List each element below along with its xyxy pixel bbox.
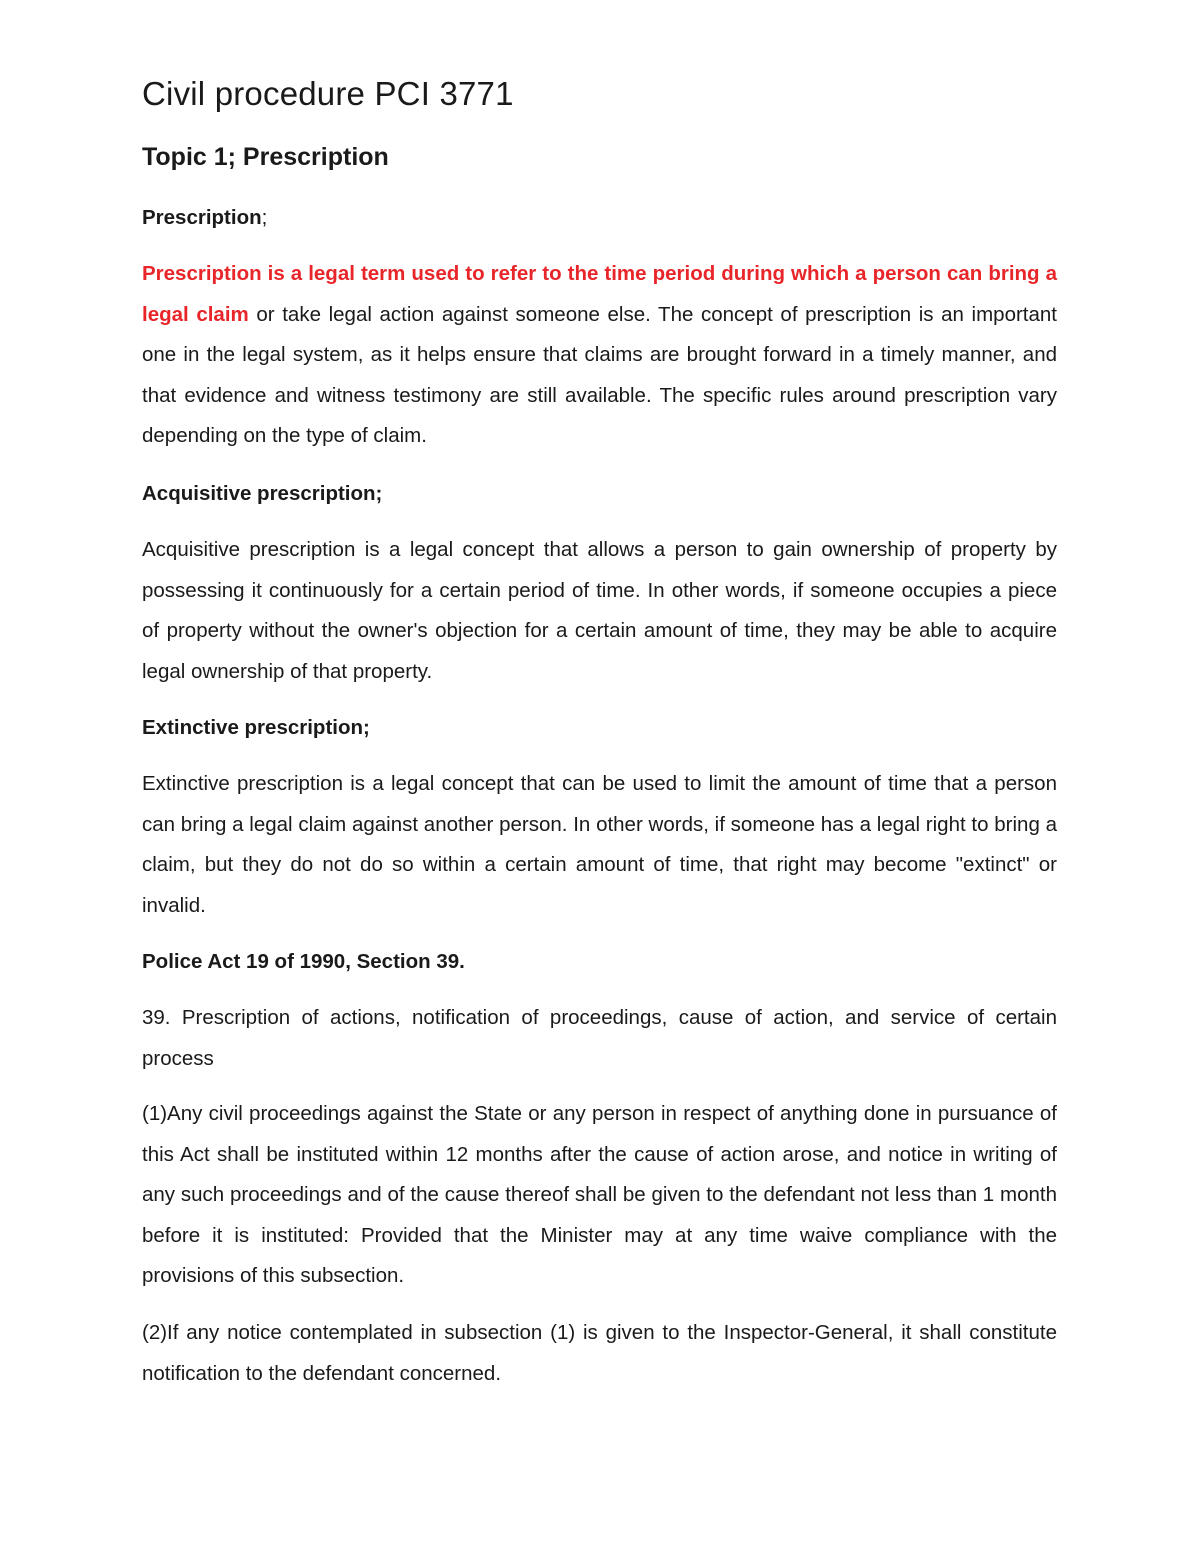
prescription-heading-suffix: ; (261, 206, 268, 229)
topic-heading: Topic 1; Prescription (142, 143, 389, 171)
extinctive-body: Extinctive prescription is a legal concept that can be used to limit the amount of time that a person can bring a legal claim against another person. In other words, if someone has a legal right to bring a claim, but they do not do so within a certain amount of time, that right may become "extinct" or invalid. (142, 772, 1057, 917)
subsection-1: (1)Any civil proceedings against the State or any person in respect of anything done in pursuance of this Act shall be instituted within 12 months after the cause of action arose, and notice in writing of any such proceedings and of the cause thereof shall be given to the defendant not less than 1 month before it is instituted: Provided that the Minister may at any time waive compliance with the provisions of this subsection. (142, 1102, 1057, 1287)
document-title: Civil procedure PCI 3771 (142, 75, 514, 112)
extinctive-heading: Extinctive prescription; (142, 716, 370, 739)
acquisitive-heading: Acquisitive prescription; (142, 482, 383, 505)
subsection-2: (2)If any notice contemplated in subsection (1) is given to the Inspector-General, it shall constitute notification to the defendant concerned. (142, 1321, 1057, 1385)
prescription-heading-text: Prescription (142, 206, 262, 229)
prescription-definition (142, 254, 1057, 457)
section-39-title: 39. Prescription of actions, notification of proceedings, cause of action, and service of certain process (142, 1006, 1057, 1070)
acquisitive-body: Acquisitive prescription is a legal concept that allows a person to gain ownership of property by possessing it continuously for a certain period of time. In other words, if someone occupies a piece of property without the owner's objection for a certain amount of time, they may be able to acquire legal ownership of that property. (142, 538, 1057, 683)
police-act-heading: Police Act 19 of 1990, Section 39. (142, 950, 465, 973)
prescription-highlight: Prescription is a legal term used to refer to the time period during which a person can bring a legal claim (142, 262, 1057, 326)
prescription-body: or take legal action against someone else. The concept of prescription is an important one in the legal system, as it helps ensure that claims are brought forward in a timely manner, and that evidence and witness testimony are still available. The specific rules around prescription vary depending on the type of claim. (142, 302, 1057, 447)
prescription-heading (142, 204, 267, 232)
